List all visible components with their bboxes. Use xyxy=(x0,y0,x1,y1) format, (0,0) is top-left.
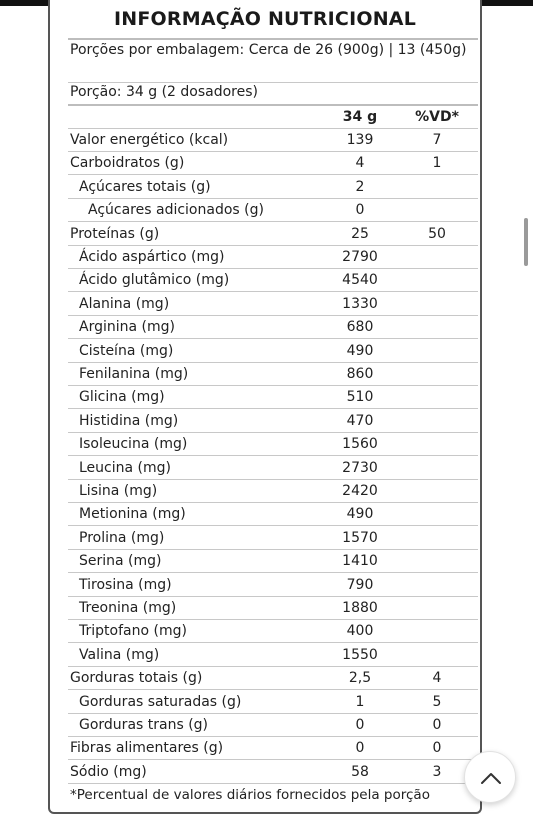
nutrient-name: Gorduras trans (g) xyxy=(79,717,209,733)
nutrient-amount: 860 xyxy=(346,366,374,382)
nutrient-name: Leucina (mg) xyxy=(79,459,171,476)
nutrient-row xyxy=(68,667,478,690)
nutrient-name: Ácido aspártico (mg) xyxy=(79,249,225,265)
nutrient-daily-value: 5 xyxy=(432,693,442,710)
nutrient-row xyxy=(68,457,478,480)
nutrient-name: Metionina (mg) xyxy=(79,506,186,523)
nutrient-daily-value: 7 xyxy=(432,132,442,148)
nutrient-name: Serina (mg) xyxy=(79,553,162,570)
nutrient-name: Proteínas (g) xyxy=(70,225,160,242)
nutrient-amount: 139 xyxy=(346,132,374,148)
nutrient-amount: 510 xyxy=(346,389,374,406)
nutrient-row xyxy=(68,620,478,643)
nutrient-amount: 400 xyxy=(346,623,374,640)
nutrient-amount: 490 xyxy=(346,506,374,523)
nutrient-row xyxy=(68,691,478,714)
nutrient-amount: 790 xyxy=(346,576,374,593)
nutrient-amount: 4540 xyxy=(342,272,378,289)
nutrient-row xyxy=(68,386,478,409)
nutrient-row xyxy=(68,269,478,292)
nutrient-amount: 2730 xyxy=(342,459,378,476)
nutrient-amount: 680 xyxy=(346,319,374,336)
nutrient-row xyxy=(68,574,478,597)
nutrient-row xyxy=(68,480,478,503)
nutrient-daily-value: 0 xyxy=(432,717,442,733)
nutrient-amount: 0 xyxy=(355,202,365,219)
nutrient-row xyxy=(68,597,478,620)
nutrient-amount: 2790 xyxy=(342,249,378,265)
nutrient-name: Treonina (mg) xyxy=(79,600,177,616)
nutrient-row xyxy=(68,199,478,222)
nutrient-name: Valor energético (kcal) xyxy=(70,132,229,148)
nutrient-row xyxy=(68,129,478,152)
nutrient-amount: 58 xyxy=(351,763,369,780)
nutrient-name: Triptofano (mg) xyxy=(79,623,187,640)
nutrient-name: Fibras alimentares (g) xyxy=(70,740,224,757)
nutrition-label xyxy=(48,0,482,814)
column-header-row xyxy=(68,106,478,129)
nutrient-amount: 490 xyxy=(346,342,374,359)
nutrient-name: Fenilanina (mg) xyxy=(79,366,189,382)
dv-column-header: %VD* xyxy=(415,109,459,125)
nutrient-amount: 4 xyxy=(355,155,365,172)
nutrient-amount: 2,5 xyxy=(348,670,372,687)
nutrient-amount: 1560 xyxy=(342,436,378,453)
nutrient-name: Valina (mg) xyxy=(79,646,160,663)
nutrient-amount: 470 xyxy=(346,412,374,429)
nutrient-amount: 1410 xyxy=(342,553,378,570)
nutrient-amount: 1570 xyxy=(342,529,378,546)
nutrient-row xyxy=(68,152,478,175)
nutrient-daily-value: 1 xyxy=(432,155,442,172)
nutrient-row xyxy=(68,527,478,550)
nutrient-amount: 2 xyxy=(355,178,365,195)
nutrient-amount: 0 xyxy=(355,740,365,757)
nutrient-row xyxy=(68,737,478,760)
label-title: INFORMAÇÃO NUTRICIONAL xyxy=(113,8,417,30)
nutrient-name: Glicina (mg) xyxy=(79,389,165,406)
scrollbar-thumb[interactable] xyxy=(524,218,528,266)
nutrient-row xyxy=(68,246,478,269)
nutrient-daily-value: 0 xyxy=(432,740,442,757)
nutrient-name: Ácido glutâmico (mg) xyxy=(79,272,230,289)
nutrient-row xyxy=(68,503,478,526)
nutrient-amount: 2420 xyxy=(342,483,378,499)
nutrient-amount: 25 xyxy=(351,225,369,242)
nutrient-row xyxy=(68,176,478,199)
nutrient-name: Carboidratos (g) xyxy=(70,155,185,172)
nutrient-name: Sódio (mg) xyxy=(70,763,147,780)
nutrient-name: Tirosina (mg) xyxy=(79,576,172,593)
nutrient-name: Lisina (mg) xyxy=(79,483,158,499)
nutrient-amount: 1880 xyxy=(342,600,378,616)
nutrient-daily-value: 50 xyxy=(428,225,446,242)
nutrient-row xyxy=(68,363,478,386)
nutrient-row xyxy=(68,644,478,667)
nutrient-name: Isoleucina (mg) xyxy=(79,436,188,453)
nutrient-name: Gorduras totais (g) xyxy=(70,670,203,687)
scroll-to-top-button[interactable] xyxy=(464,751,516,803)
nutrient-row xyxy=(68,293,478,316)
servings-per-package: Porções por embalagem: Cerca de 26 (900g) | 13 (450g) xyxy=(70,42,467,58)
nutrient-name: Gorduras saturadas (g) xyxy=(79,693,242,710)
nutrient-row xyxy=(68,340,478,363)
nutrient-amount: 1550 xyxy=(342,646,378,663)
nutrient-row xyxy=(68,550,478,573)
nutrient-name: Cisteína (mg) xyxy=(79,342,174,359)
nutrient-row xyxy=(68,410,478,433)
nutrient-row xyxy=(68,714,478,737)
amount-column-header: 34 g xyxy=(342,109,378,125)
nutrient-name: Alanina (mg) xyxy=(79,295,170,312)
nutrient-amount: 1 xyxy=(355,693,365,710)
chevron-up-icon xyxy=(479,768,503,788)
nutrient-row xyxy=(68,316,478,339)
nutrient-name: Histidina (mg) xyxy=(79,412,179,429)
nutrient-amount: 1330 xyxy=(342,295,378,312)
nutrient-daily-value: 3 xyxy=(432,763,442,780)
nutrient-name: Açúcares totais (g) xyxy=(79,178,211,195)
footnote: *Percentual de valores diários fornecidos pela porção xyxy=(70,787,430,803)
nutrient-name: Prolina (mg) xyxy=(79,529,165,546)
nutrient-name: Açúcares adicionados (g) xyxy=(88,202,264,219)
nutrient-name: Arginina (mg) xyxy=(79,319,175,336)
nutrient-daily-value: 4 xyxy=(432,670,442,687)
nutrient-row xyxy=(68,761,478,784)
nutrient-row xyxy=(68,433,478,456)
serving-size: Porção: 34 g (2 dosadores) xyxy=(70,84,258,100)
nutrient-row xyxy=(68,223,478,246)
nutrient-amount: 0 xyxy=(355,717,365,733)
